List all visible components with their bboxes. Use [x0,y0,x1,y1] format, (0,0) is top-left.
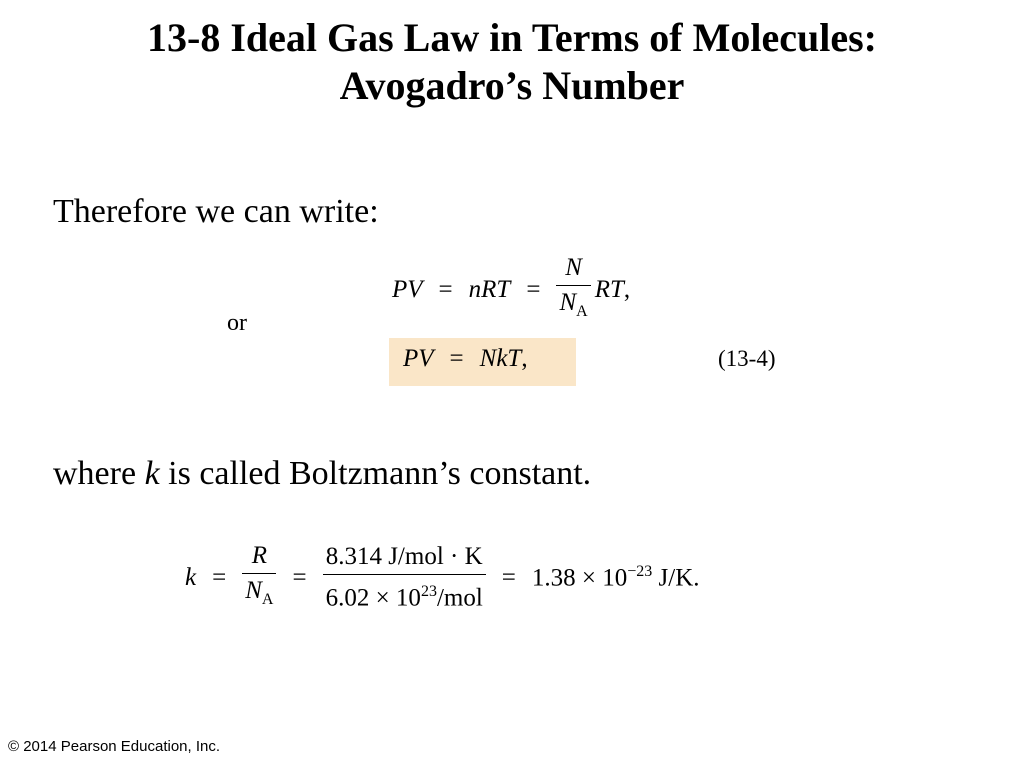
n-over-na-fraction: $\frac{N}{N_A}$ [556,253,590,327]
slide-title [0,14,1024,110]
title-line-2: Avogadro’s Number [339,63,685,108]
where-k: k [144,455,160,492]
numeric-fraction: $\frac{\text{8.314 J/mol · K}}{6.02 \times 10^{23}/mol}$ [323,542,486,613]
where-prefix: where [53,455,145,492]
boltzmann-constant-equation: k = $\frac{R}{N_A}$ = $\frac{\text{8.314 J/mol · K}}{6.02 \times 10^{23}/mol}$ = $1.38 \times 10^{-23}$ J/K. [185,541,700,615]
or-text: or [227,310,247,336]
where-text [53,454,591,494]
where-suffix: is called Boltzmann’s constant. [159,455,592,492]
boltzmann-form-equation: PV = NkT , [403,345,528,372]
copyright-footer: © 2014 Pearson Education, Inc. [8,738,221,755]
r-over-na-fraction: $\frac{R}{N_A}$ [242,541,276,615]
intro-text: Therefore we can write: [53,193,379,230]
equation-number: (13-4) [718,346,776,371]
ideal-gas-equation: PV = nRT = $\frac{N}{N_A}$ RT , [392,253,630,327]
title-line-1: 13-8 Ideal Gas Law in Terms of Molecules: [147,15,877,60]
